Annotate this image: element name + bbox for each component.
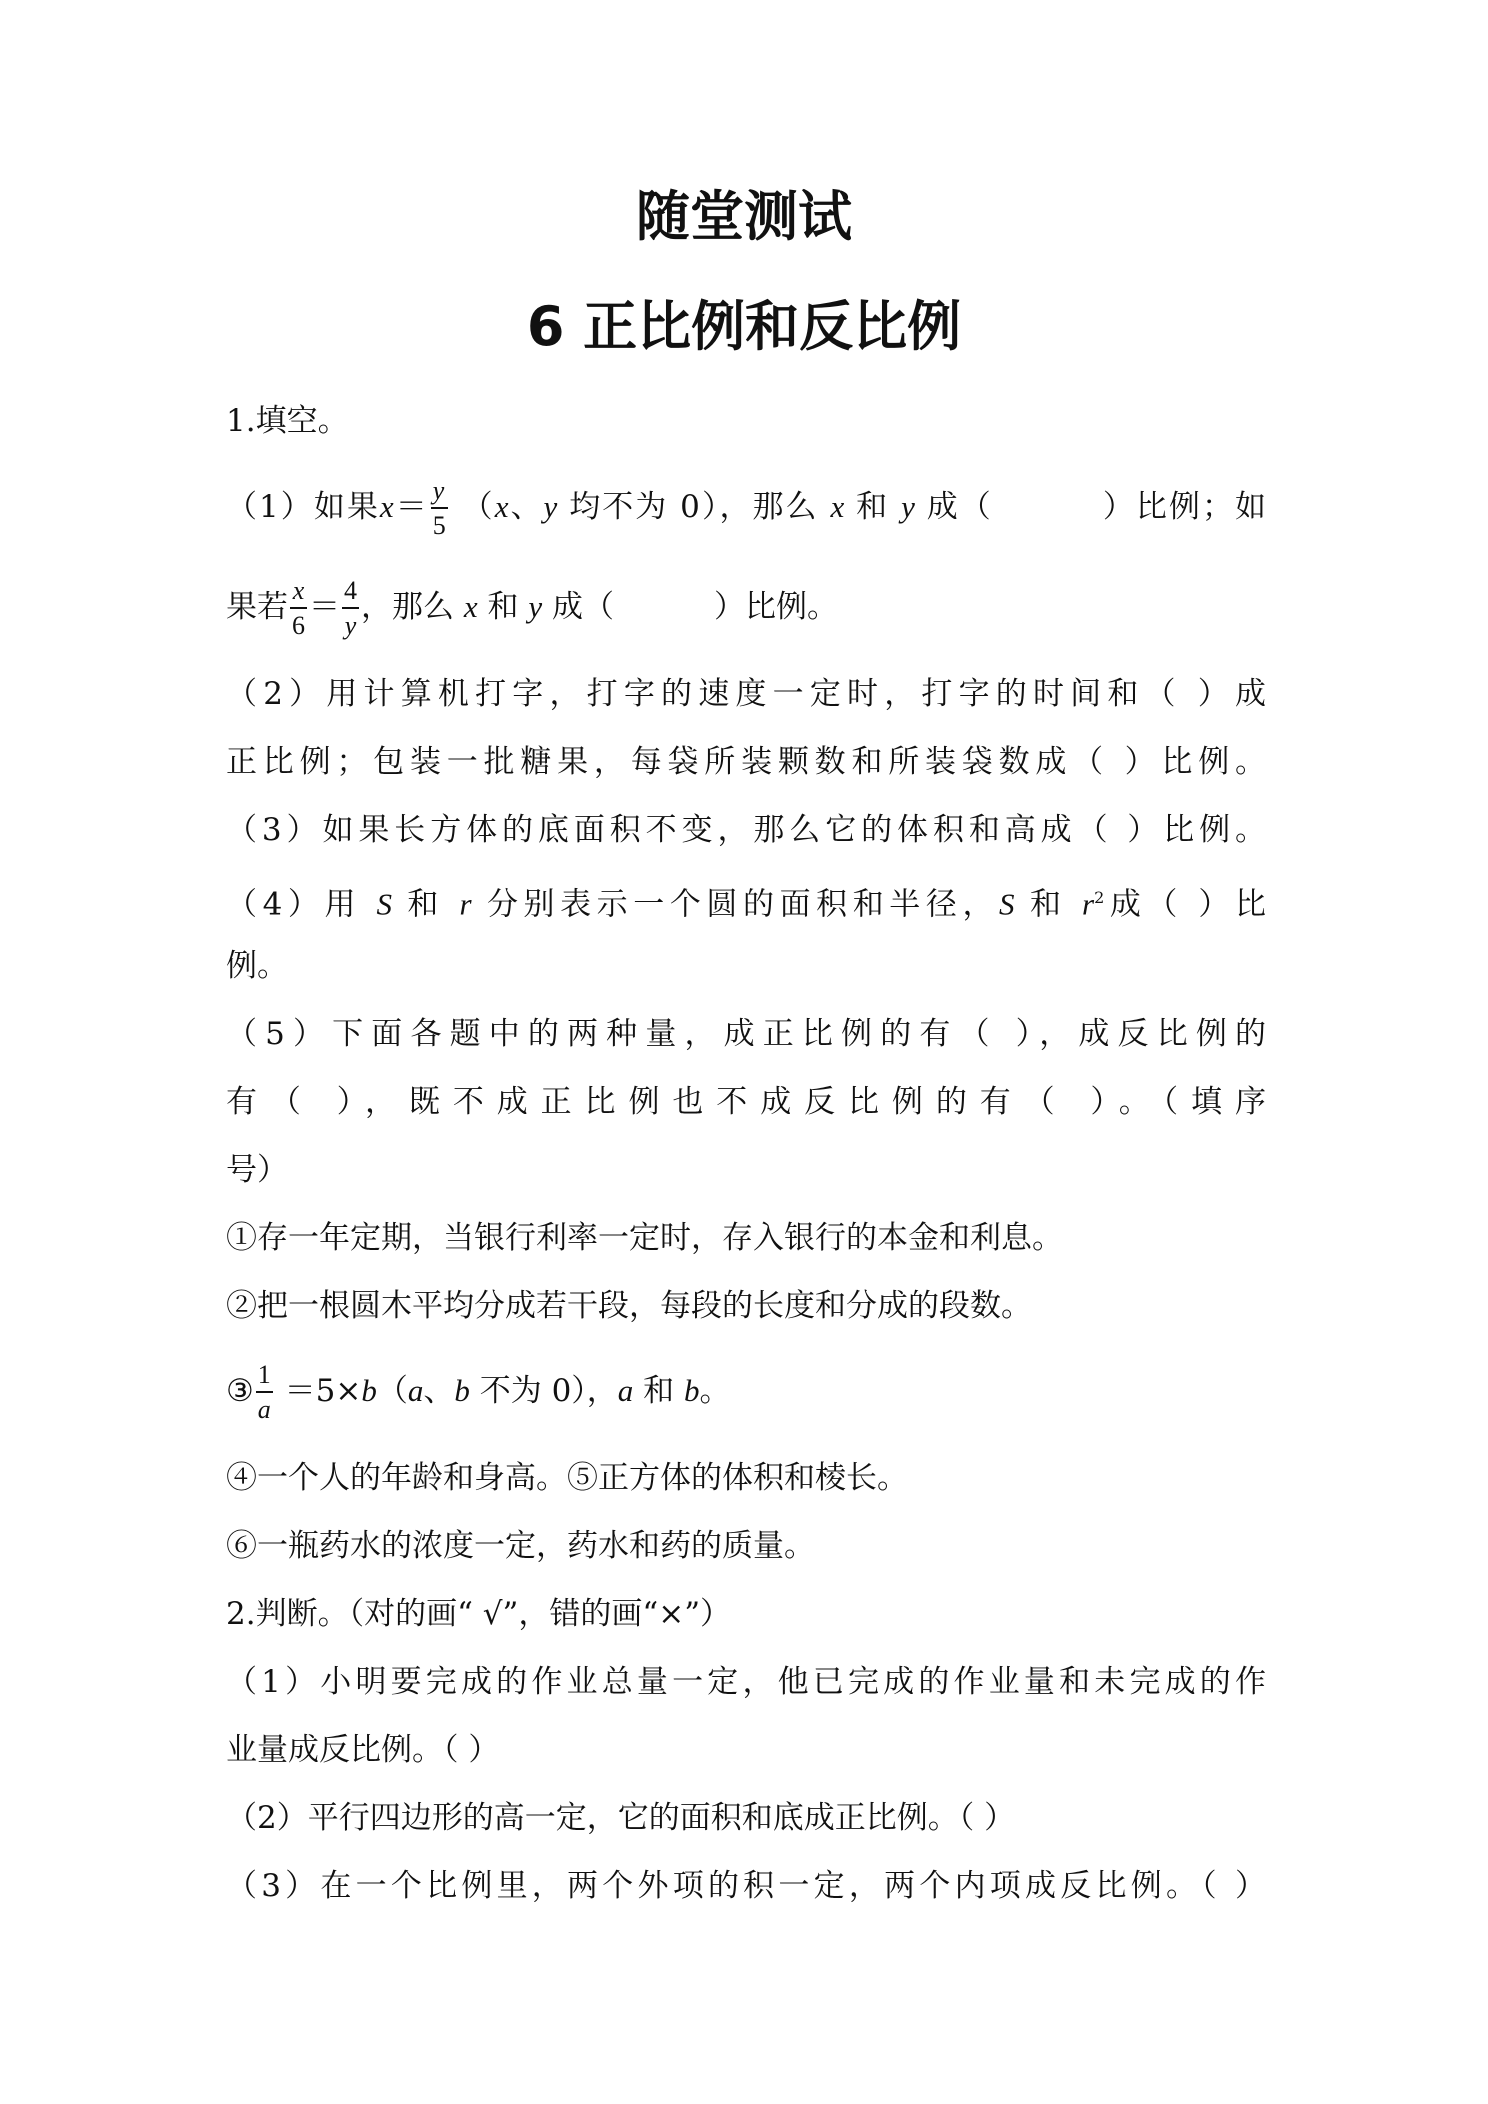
q4-text-d: 和: [1029, 886, 1067, 923]
q1-text-k: 成（: [551, 589, 614, 625]
q3-line: （3）如果长方体的底面积不变，那么它的体积和高成（ ）比例。: [226, 812, 1266, 848]
q4-text-a: （4）用: [226, 886, 362, 923]
q1-eq: ＝: [393, 489, 429, 525]
item3-text-a: ＝5×: [284, 1373, 362, 1409]
q1-line2: [226, 578, 1266, 639]
item3-var-b: b: [361, 1373, 377, 1408]
q4-text-e: 成（ ）比: [1104, 886, 1267, 923]
item3-text-k: 。: [699, 1373, 731, 1409]
item-4-5: ④一个人的年龄和身高。⑤正方体的体积和棱长。: [226, 1460, 908, 1496]
q1-text-b: （: [461, 489, 495, 525]
q5-line1: （5）下面各题中的两种量，成正比例的有（ ），成反比例的: [226, 1016, 1266, 1052]
q1-text-j: 和: [487, 589, 519, 625]
q4-line2: 例。: [226, 948, 288, 984]
q1-text-e: 和: [856, 489, 890, 525]
q1-var-x3: x: [830, 489, 845, 524]
q1-var-y: y: [543, 489, 558, 524]
item3-frac-num: 1: [256, 1362, 273, 1393]
item-1: ①存一年定期，当银行利率一定时，存入银行的本金和利息。: [226, 1220, 1063, 1256]
q1-fraction3: [342, 578, 359, 639]
q1-eq2: ＝: [309, 589, 340, 625]
q1-var-y3: y: [528, 589, 543, 624]
item3-frac-den: a: [257, 1395, 271, 1424]
page-title: 随堂测试: [636, 185, 852, 248]
q4-line1: [226, 876, 1266, 926]
item-6: ⑥一瓶药水的浓度一定，药水和药的质量。: [226, 1528, 815, 1564]
section1-heading: 1.填空。: [226, 403, 349, 439]
item3-var-a: a: [407, 1373, 424, 1408]
q1-frac-num: y: [431, 478, 448, 509]
q5-line3: 号）: [226, 1152, 288, 1188]
q1-text-a: （1）如果: [226, 489, 380, 525]
q2-line2: 正比例；包装一批糖果，每袋所装颗数和所装袋数成（ ）比例。: [226, 744, 1266, 780]
q4-var-r: r: [459, 886, 472, 922]
q1-frac-den: 5: [432, 511, 446, 540]
q4-var-r2: r: [1082, 886, 1095, 922]
q4-var-S2: S: [999, 886, 1015, 922]
judge-3: （3）在一个比例里，两个外项的积一定，两个内项成反比例。（ ）: [226, 1868, 1266, 1904]
q1-frac3-den: y: [344, 611, 357, 640]
q1-line1: [226, 478, 1266, 539]
q1-var-x4: x: [463, 589, 478, 624]
q1-text-i: ，那么: [361, 589, 454, 625]
item3-var-a2: a: [617, 1373, 634, 1408]
item-2: ②把一根圆木平均分成若干段，每段的长度和分成的段数。: [226, 1288, 1032, 1324]
q1-text-g: ）比例；如: [1100, 489, 1266, 525]
section2-heading: 2.判断。（对的画“ √”，错的画“×”）: [226, 1596, 732, 1632]
q2-line1: （2）用计算机打字，打字的速度一定时，打字的时间和（ ）成: [226, 676, 1266, 712]
item3-text-c: （: [376, 1373, 408, 1409]
q1-frac3-num: 4: [342, 578, 359, 609]
q4-var-S: S: [376, 886, 392, 922]
q1-fraction: [431, 478, 448, 539]
page-subtitle: 6 正比例和反比例: [526, 295, 962, 358]
item3-text-g: 不为 0），: [479, 1373, 618, 1409]
q1-fraction2: [290, 578, 307, 639]
item3-var-b2: b: [454, 1373, 470, 1408]
q1-var-y2: y: [901, 489, 915, 524]
q5-line2: 有（ ），既不成正比例也不成反比例的有（ ）。（填序: [226, 1084, 1266, 1120]
judge-2: （2）平行四边形的高一定，它的面积和底成正比例。（ ）: [226, 1800, 1016, 1836]
q1-var-x: x: [379, 489, 394, 524]
q4-sup: 2: [1094, 888, 1105, 907]
q1-text-d: 均不为 0），那么: [569, 489, 819, 525]
q1-text-l: ）比例。: [713, 589, 838, 625]
item3-var-b3: b: [684, 1373, 700, 1408]
item3-text-e: 、: [423, 1373, 455, 1409]
q1-frac2-num: x: [290, 578, 307, 609]
item3-text-i: 和: [643, 1373, 675, 1409]
q4-text-b: 和: [407, 886, 444, 923]
item3-prefix: ③: [226, 1373, 254, 1409]
judge-1-line1: （1）小明要完成的作业总量一定，他已完成的作业量和未完成的作: [226, 1664, 1266, 1700]
q1-text-h: 果若: [226, 589, 288, 625]
q1-frac2-den: 6: [292, 611, 305, 640]
item3-fraction: [256, 1362, 273, 1423]
q1-var-x2: x: [494, 489, 509, 524]
q4-text-c: 分别表示一个圆的面积和半径，: [486, 886, 1000, 923]
q1-text-c: 、: [508, 489, 544, 525]
item-3: [226, 1362, 1266, 1423]
judge-1-line2: 业量成反比例。（ ）: [226, 1732, 500, 1768]
q1-text-f: 成（: [926, 489, 993, 525]
